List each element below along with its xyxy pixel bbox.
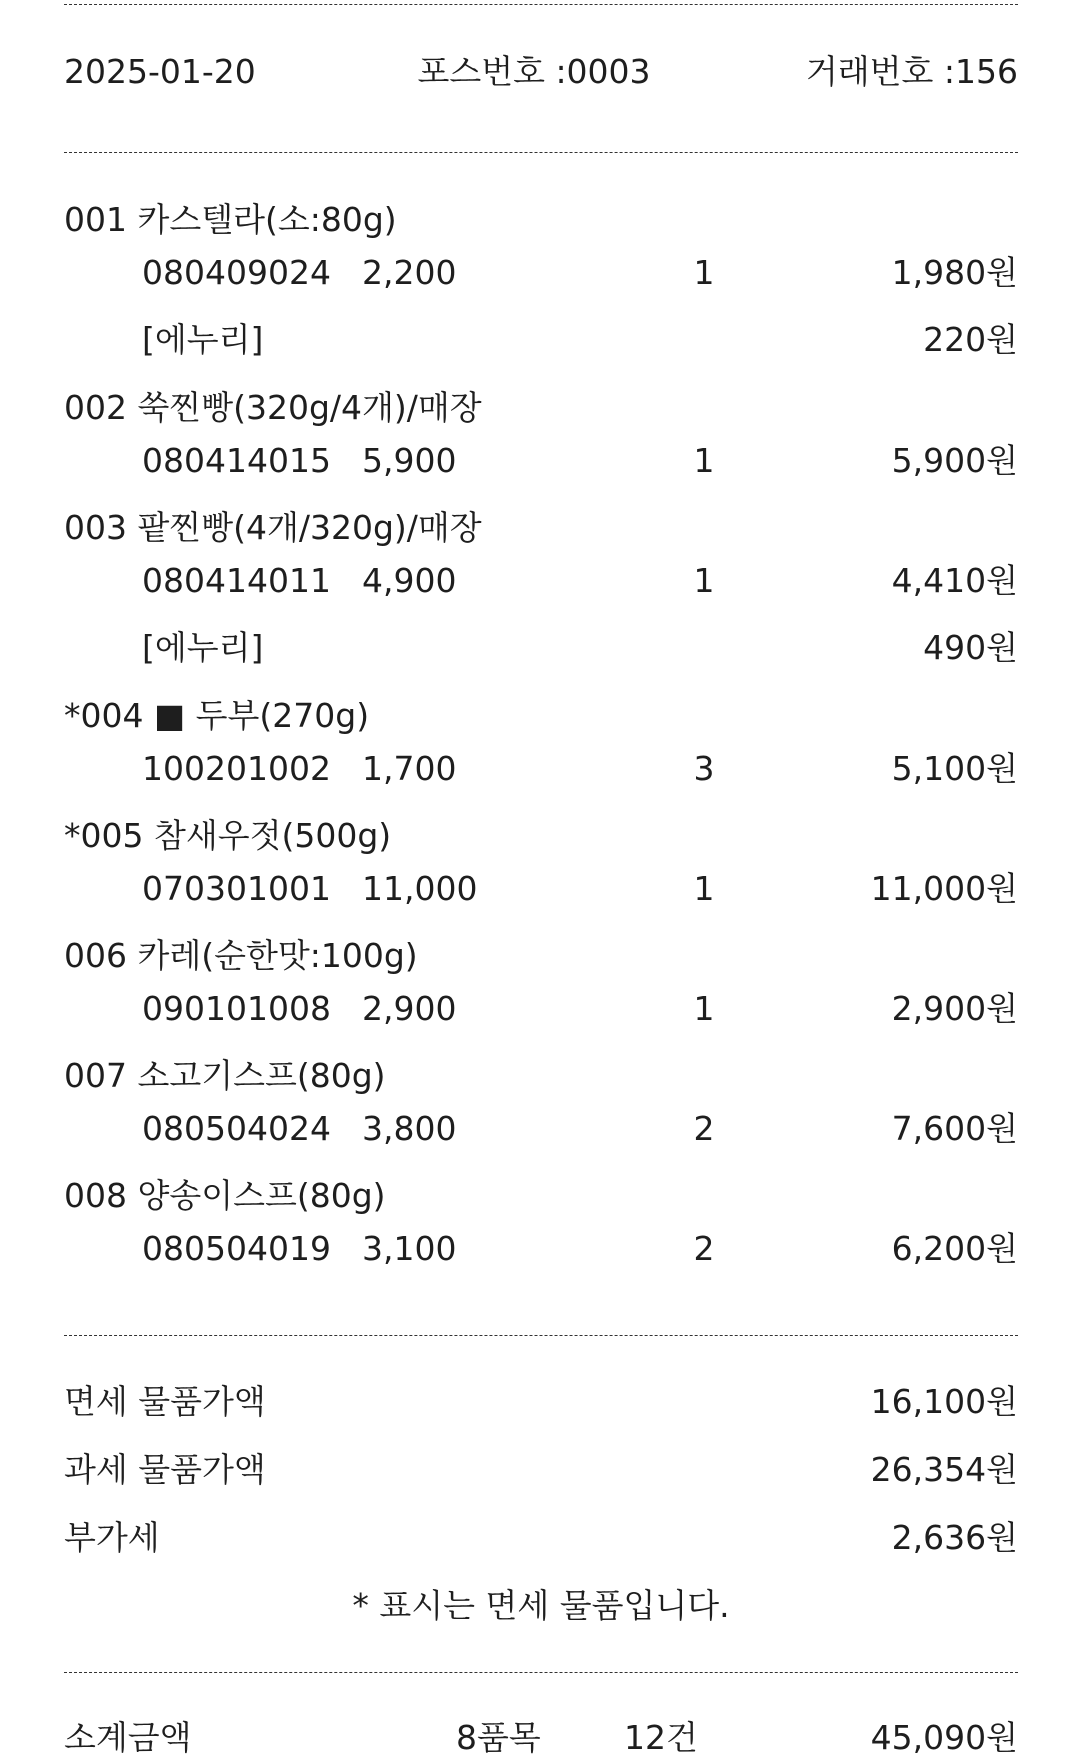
taxable-amount: 26,354원 <box>870 1450 1018 1489</box>
divider <box>64 152 1018 153</box>
discount-amount: 490원 <box>923 628 1018 667</box>
item-code: 090101008 <box>142 989 331 1028</box>
tax-free-amount: 16,100원 <box>870 1382 1018 1421</box>
item-qty: 1 <box>693 869 715 908</box>
item-qty: 1 <box>693 441 715 480</box>
item-qty: 2 <box>693 1109 715 1148</box>
discount-amount: 220원 <box>923 320 1018 359</box>
taxable-label: 과세 물품가액 <box>64 1450 266 1489</box>
pos-number: 포스번호 :0003 <box>417 52 651 91</box>
item-unit-price: 11,000 <box>362 869 478 908</box>
tax-free-note: * 표시는 면세 물품입니다. <box>352 1586 730 1625</box>
discount-label: [에누리] <box>142 628 264 667</box>
item-unit-price: 2,900 <box>362 989 457 1028</box>
receipt <box>64 0 1018 1757</box>
item-code: 080414011 <box>142 561 331 600</box>
item-unit-price: 2,200 <box>362 253 457 292</box>
item-unit-price: 1,700 <box>362 749 457 788</box>
item-title: 006 카레(순한맛:100g) <box>64 936 418 975</box>
item-amount: 11,000원 <box>870 869 1018 908</box>
item-amount: 1,980원 <box>891 253 1018 292</box>
item-qty: 1 <box>693 989 715 1028</box>
item-unit-price: 5,900 <box>362 441 457 480</box>
item-title: 003 팥찐빵(4개/320g)/매장 <box>64 508 482 547</box>
item-code: 070301001 <box>142 869 331 908</box>
item-amount: 5,900원 <box>891 441 1018 480</box>
vat-amount: 2,636원 <box>891 1518 1018 1557</box>
subtotal-amount: 45,090원 <box>870 1718 1018 1757</box>
item-amount: 2,900원 <box>891 989 1018 1028</box>
item-title: 002 쑥찐빵(320g/4개)/매장 <box>64 388 482 427</box>
item-qty: 2 <box>693 1229 715 1268</box>
subtotal-qty-count: 12건 <box>624 1718 698 1757</box>
item-code: 100201002 <box>142 749 331 788</box>
item-unit-price: 3,100 <box>362 1229 457 1268</box>
subtotal-item-count: 8품목 <box>456 1718 541 1757</box>
item-code: 080414015 <box>142 441 331 480</box>
receipt-date: 2025-01-20 <box>64 52 256 91</box>
item-title: 008 양송이스프(80g) <box>64 1176 386 1215</box>
item-amount: 4,410원 <box>891 561 1018 600</box>
item-qty: 1 <box>693 561 715 600</box>
item-title: *004 ■ 두부(270g) <box>64 696 370 735</box>
item-unit-price: 3,800 <box>362 1109 457 1148</box>
item-qty: 3 <box>693 749 715 788</box>
item-code: 080504024 <box>142 1109 331 1148</box>
vat-label: 부가세 <box>64 1518 160 1557</box>
discount-label: [에누리] <box>142 320 264 359</box>
item-amount: 7,600원 <box>891 1109 1018 1148</box>
transaction-number: 거래번호 :156 <box>805 52 1018 91</box>
item-code: 080504019 <box>142 1229 331 1268</box>
item-title: 001 카스텔라(소:80g) <box>64 200 397 239</box>
divider <box>64 4 1018 5</box>
item-code: 080409024 <box>142 253 331 292</box>
item-title: 007 소고기스프(80g) <box>64 1056 386 1095</box>
item-title: *005 참새우젓(500g) <box>64 816 392 855</box>
subtotal-label: 소계금액 <box>64 1718 192 1757</box>
divider <box>64 1672 1018 1673</box>
item-unit-price: 4,900 <box>362 561 457 600</box>
item-qty: 1 <box>693 253 715 292</box>
item-amount: 5,100원 <box>891 749 1018 788</box>
item-amount: 6,200원 <box>891 1229 1018 1268</box>
divider <box>64 1335 1018 1336</box>
tax-free-label: 면세 물품가액 <box>64 1382 266 1421</box>
